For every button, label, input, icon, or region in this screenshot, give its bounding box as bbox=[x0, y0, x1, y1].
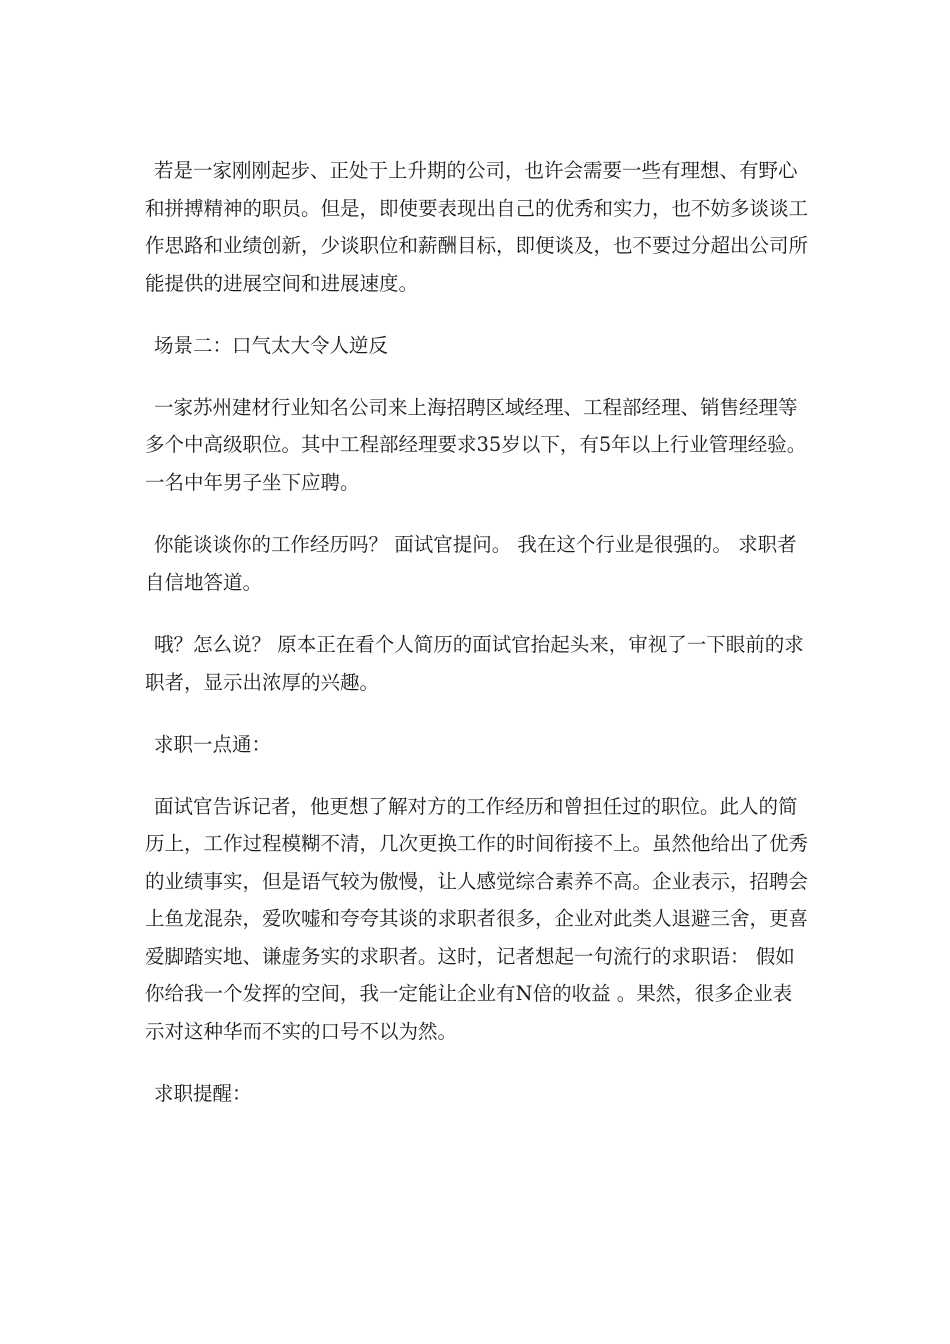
document-body bbox=[145, 152, 810, 1137]
paragraph-interviewer-comment: 面试官告诉记者，他更想了解对方的工作经历和曾担任过的职位。此人的简历上，工作过程模糊不清，几次更换工作的时间衔接不上。虽然他给出了优秀的业绩事实，但是语气较为傲慢，让人感觉综合素养不高。企业表示，招聘会上鱼龙混杂，爱吹嘘和夸夸其谈的求职者很多，企业对此类人退避三舍，更喜爱脚踏实地、谦虚务实的求职者。这时，记者想起一句流行的求职语： 假如你给我一个发挥的空间，我一定能让企业有N倍的收益 。果然，很多企业表示对这种华而不实的口号不以为然。 bbox=[145, 794, 809, 1043]
paragraph-interview-question: 你能谈谈你的工作经历吗？ 面试官提问。 我在这个行业是很强的。 求职者自信地答道。 bbox=[145, 533, 797, 594]
paragraph-intro: 若是一家刚刚起步、正处于上升期的公司，也许会需要一些有理想、有野心和拼搏精神的职员。但是，即使要表现出自己的优秀和实力，也不妨多谈谈工作思路和业绩创新，少谈职位和薪酬目标，即便谈及，也不要过分超出公司所能提供的进展空间和进展速度。 bbox=[145, 159, 809, 295]
paragraph-company-recruiting: 一家苏州建材行业知名公司来上海招聘区域经理、工程部经理、销售经理等多个中高级职位。其中工程部经理要求35岁以下，有5年以上行业管理经验。一名中年男子坐下应聘。 bbox=[145, 395, 807, 494]
section-heading-scene-two: 场景二：口气太大令人逆反 bbox=[154, 334, 389, 357]
section-heading-reminder: 求职提醒： bbox=[154, 1082, 252, 1105]
section-heading-tips: 求职一点通： bbox=[154, 733, 272, 756]
paragraph-interviewer-reaction: 哦？怎么说？ 原本正在看个人简历的面试官抬起头来，审视了一下眼前的求职者，显示出浓厚的兴趣。 bbox=[145, 633, 804, 694]
